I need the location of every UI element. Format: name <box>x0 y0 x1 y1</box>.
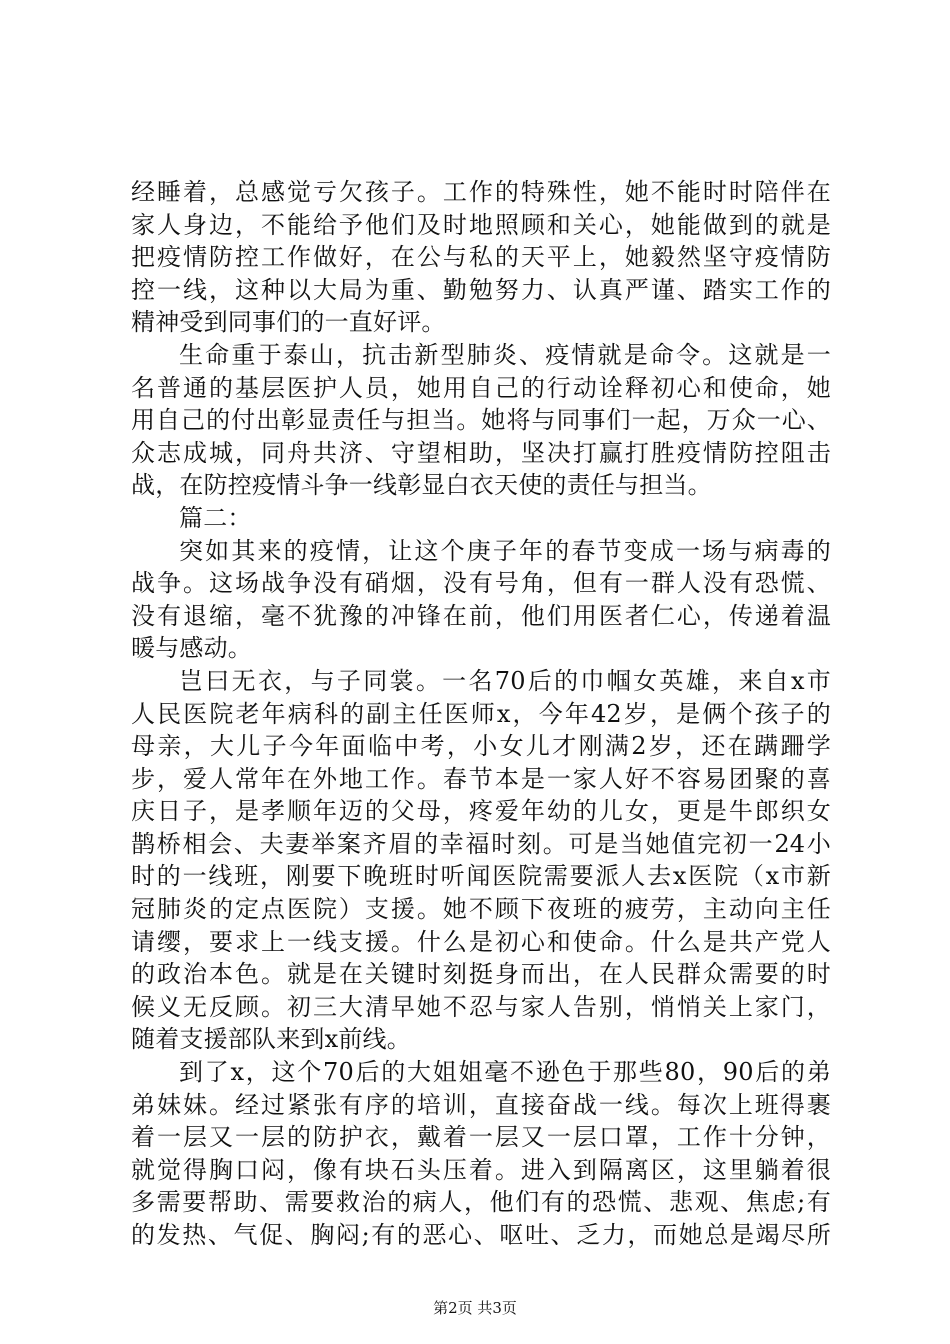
text-line: 时的一线班，刚要下晚班时听闻医院需要派人去x医院（x市新 <box>131 862 831 891</box>
text-line: 用自己的付出彰显责任与担当。她将与同事们一起，万众一心、 <box>131 406 831 435</box>
paragraph <box>131 535 831 665</box>
paragraph <box>131 1056 831 1252</box>
text-line: 名普通的基层医护人员，她用自己的行动诠释初心和使命，她 <box>131 373 831 402</box>
text-line: 众志成城，同舟共济、守望相助，坚决打赢打胜疫情防控阻击 <box>131 438 831 467</box>
text-line: 没有退缩，毫不犹豫的冲锋在前，他们用医者仁心，传递着温 <box>131 601 831 630</box>
text-line: 精神受到同事们的一直好评。 <box>131 308 446 337</box>
text-line: 人民医院老年病科的副主任医师x，今年42岁，是俩个孩子的 <box>131 699 831 728</box>
text-line: 候义无反顾。初三大清早她不忍与家人告别，悄悄关上家门， <box>131 992 831 1021</box>
paragraph <box>131 665 831 1056</box>
text-line: 把疫情防控工作做好，在公与私的天平上，她毅然坚守疫情防 <box>131 243 831 272</box>
text-line: 突如其来的疫情，让这个庚子年的春节变成一场与病毒的 <box>179 536 831 565</box>
text-line: 家人身边，不能给予他们及时地照顾和关心，她能做到的就是 <box>131 210 831 239</box>
section-heading <box>131 502 831 535</box>
text-line: 的政治本色。就是在关键时刻挺身而出，在人民群众需要的时 <box>131 960 831 989</box>
text-line: 步，爱人常年在外地工作。春节本是一家人好不容易团聚的喜 <box>131 764 831 793</box>
page-number-footer: 第2页 共3页 <box>433 1299 517 1317</box>
text-line: 经睡着，总感觉亏欠孩子。工作的特殊性，她不能时时陪伴在 <box>131 178 831 206</box>
text-line: 多需要帮助、需要救治的病人，他们有的恐慌、悲观、焦虑;有 <box>131 1188 831 1217</box>
text-line: 到了x，这个70后的大姐姐毫不逊色于那些80，90后的弟 <box>179 1058 831 1087</box>
text-line: 篇二： <box>179 503 252 532</box>
text-line: 冠肺炎的定点医院）支援。她不顾下夜班的疲劳，主动向主任 <box>131 895 831 924</box>
paragraph <box>131 339 831 502</box>
paragraph <box>131 176 831 339</box>
text-line: 鹊桥相会、夫妻举案齐眉的幸福时刻。可是当她值完初一24小 <box>131 829 831 858</box>
text-line: 母亲，大儿子今年面临中考，小女儿才刚满2岁，还在蹒跚学 <box>131 732 831 761</box>
text-line: 着一层又一层的防护衣，戴着一层又一层口罩，工作十分钟， <box>131 1123 831 1152</box>
text-line: 弟妹妹。经过紧张有序的培训，直接奋战一线。每次上班得裹 <box>131 1090 831 1119</box>
text-line: 随着支援部队来到x前线。 <box>131 1025 411 1054</box>
text-line: 的发热、气促、胸闷;有的恶心、呕吐、乏力，而她总是竭尽所 <box>131 1221 831 1249</box>
text-line: 控一线，这种以大局为重、勤勉努力、认真严谨、踏实工作的 <box>131 275 831 304</box>
text-line: 请缨，要求上一线支援。什么是初心和使命。什么是共产党人 <box>131 927 831 956</box>
document-body <box>131 176 831 1252</box>
text-line: 战，在防控疫情斗争一线彰显白衣天使的责任与担当。 <box>131 471 712 500</box>
text-line: 战争。这场战争没有硝烟，没有号角，但有一群人没有恐慌、 <box>131 569 831 598</box>
text-line: 就觉得胸口闷，像有块石头压着。进入到隔离区，这里躺着很 <box>131 1155 831 1184</box>
text-line: 岂曰无衣，与子同裳。一名70后的巾帼女英雄，来自x市 <box>179 666 831 695</box>
text-line: 生命重于泰山，抗击新型肺炎、疫情就是命令。这就是一 <box>179 340 831 369</box>
text-line: 庆日子，是孝顺年迈的父母，疼爱年幼的儿女，更是牛郎织女 <box>131 797 831 826</box>
text-line: 暖与感动。 <box>131 634 252 663</box>
